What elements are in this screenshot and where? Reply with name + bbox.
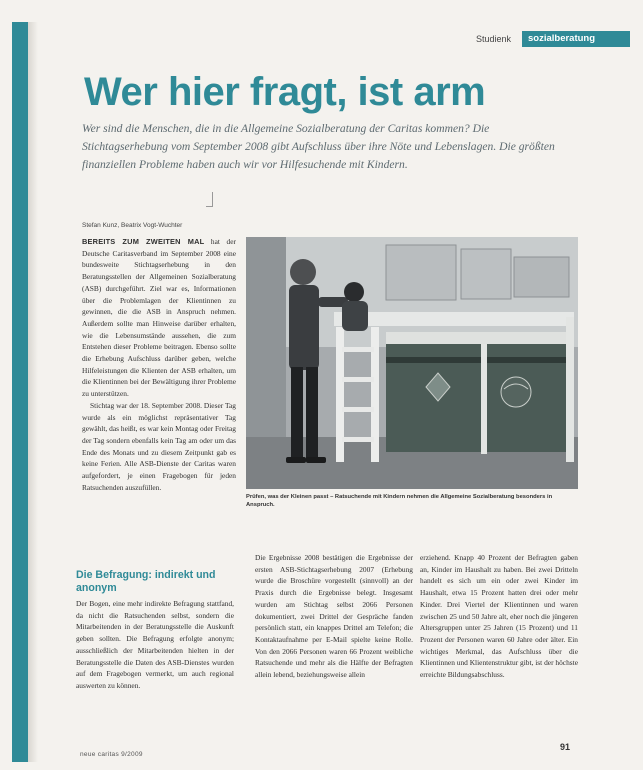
article-title: Wer hier fragt, ist arm [84, 70, 486, 114]
lead-in-caps: BEREITS ZUM ZWEITEN MAL [82, 237, 205, 246]
paragraph-ergebnisse: Die Ergebnisse 2008 bestätigen die Ergebnisse der ersten ASB-Stichtagserhebung 2007 (Erhebung wurde die Broschüre vorgestellt (sinnvoll) an der Praxis durch die Ergebnisse belegt. Insgesamt wurden am Stichtag selbst 2066 Personen dokumentiert, zwei Drittel der Gespräche fanden persönlich statt, ein knappes Drittel am Telefon; die Kontaktaufnahme per E-Mail spielte keine Rolle. Von den 2066 Personen waren 66 Prozent weibliche Ratsuchende und mehr als die Hälfte der Befragten allein lebend, beziehungsweise allein [255, 553, 413, 680]
column-1-lower [76, 598, 234, 692]
section-tag: sozialberatung [522, 31, 630, 47]
paragraph-intro [82, 236, 236, 400]
paragraph-befragung: Der Bogen, eine mehr indirekte Befragung stattfand, da nicht die Ratsuchenden selbst, sondern die Mitarbeitenden in der Beratungsstelle die Auskunft geben sollten. Die Befragung erfolgte anonym; ausschließlich der Mitarbeitenden hielten in der Beratungsstelle die Daten des ASB-Dienstes wurden auf dem Fragebogen vermerkt, um auch regional auswerten zu können. [76, 599, 234, 690]
section-label: Studienk [476, 34, 512, 44]
article-lead: Wer sind die Menschen, die in die Allgemeine Sozialberatung der Caritas kommen? Die Stichtagserhebung vom September 2008 gibt Aufschluss über ihre Nöte und Lebenslagen. Die größten finanziellen Probleme haben auch wir vor Hilfesuchende mit Kindern. [82, 122, 555, 171]
decorative-mark [206, 192, 213, 207]
article-authors: Stefan Kunz, Beatrix Vogt-Wuchter [82, 222, 183, 229]
photo-illustration [246, 237, 578, 489]
subheading: Die Befragung: indirekt und anonym [76, 569, 216, 594]
paragraph-stichtag: Stichtag war der 18. September 2008. Dieser Tag wurde als ein möglichst repräsentativer Tag gewählt, das heißt, es war kein Montag oder Freitag der Tag sondern ebenfalls kein Tag am oder um das Ende des Monats und zu diesem Zeitpunkt gab es keine Ferien. Alle ASB-Dienste der Caritas waren aufgefordert, je einen Fragebogen für jeden Ratsuchenden auszufüllen. [82, 400, 236, 492]
photo-caption: Prüfen, was der Kleinen passt – Ratsuchende mit Kindern nehmen die Allgemeine Sozialberatung besonders in Anspruch. [246, 494, 553, 509]
footer-publication: neue caritas 9/2009 [80, 751, 143, 758]
paragraph-intro-text: hat der Deutsche Caritasverband im September 2008 eine bundesweite Stichtagserhebung in den Beratungsstellen der Allgemeinen Sozialberatung (ASB) durchgeführt. Ziel war es, Informationen über die Problemlagen der Klientinnen zu gewinnen, die die ASB in Anspruch nehmen. Außerdem sollte man Hinweise darüber erhalten, wie die Lebensumstände aussehen, die zum Entstehen dieser Probleme beitragen. Ebenso sollte die Erhebung Aufschluss darüber geben, welche Hilfeleistungen die Klienten der ASB erhalten, um die Klientinnen bei der Bewältigung ihrer Probleme zu unterstützen. [82, 237, 236, 399]
column-1 [82, 236, 236, 493]
paragraph-kinder: erziehend. Knapp 40 Prozent der Befragten gaben an, Kinder im Haushalt zu haben. Bei zwei Dritteln handelt es sich um ein oder zwei Kinder im Haushalt, etwa 15 Prozent hatten drei oder mehr Kinder. Drei Viertel der Klientinnen und waren zwischen 25 und 50 Jahre alt, eher noch die jüngeren Altersgruppen unter 25 Jahren (15 Prozent) und 11 Prozent der Personen waren 60 Jahre oder älter. Ein wichtiges Merkmal, das Aufschluss über die Klientinnen und Klientenstruktur gibt, ist der höchste erreichte Bildungsabschluss. [420, 553, 578, 680]
page-number: 91 [560, 742, 571, 752]
left-accent-bar [12, 22, 28, 762]
column-2 [255, 552, 413, 681]
article-photo [246, 237, 578, 489]
page-gutter-shadow [28, 22, 38, 762]
column-3 [420, 552, 578, 681]
